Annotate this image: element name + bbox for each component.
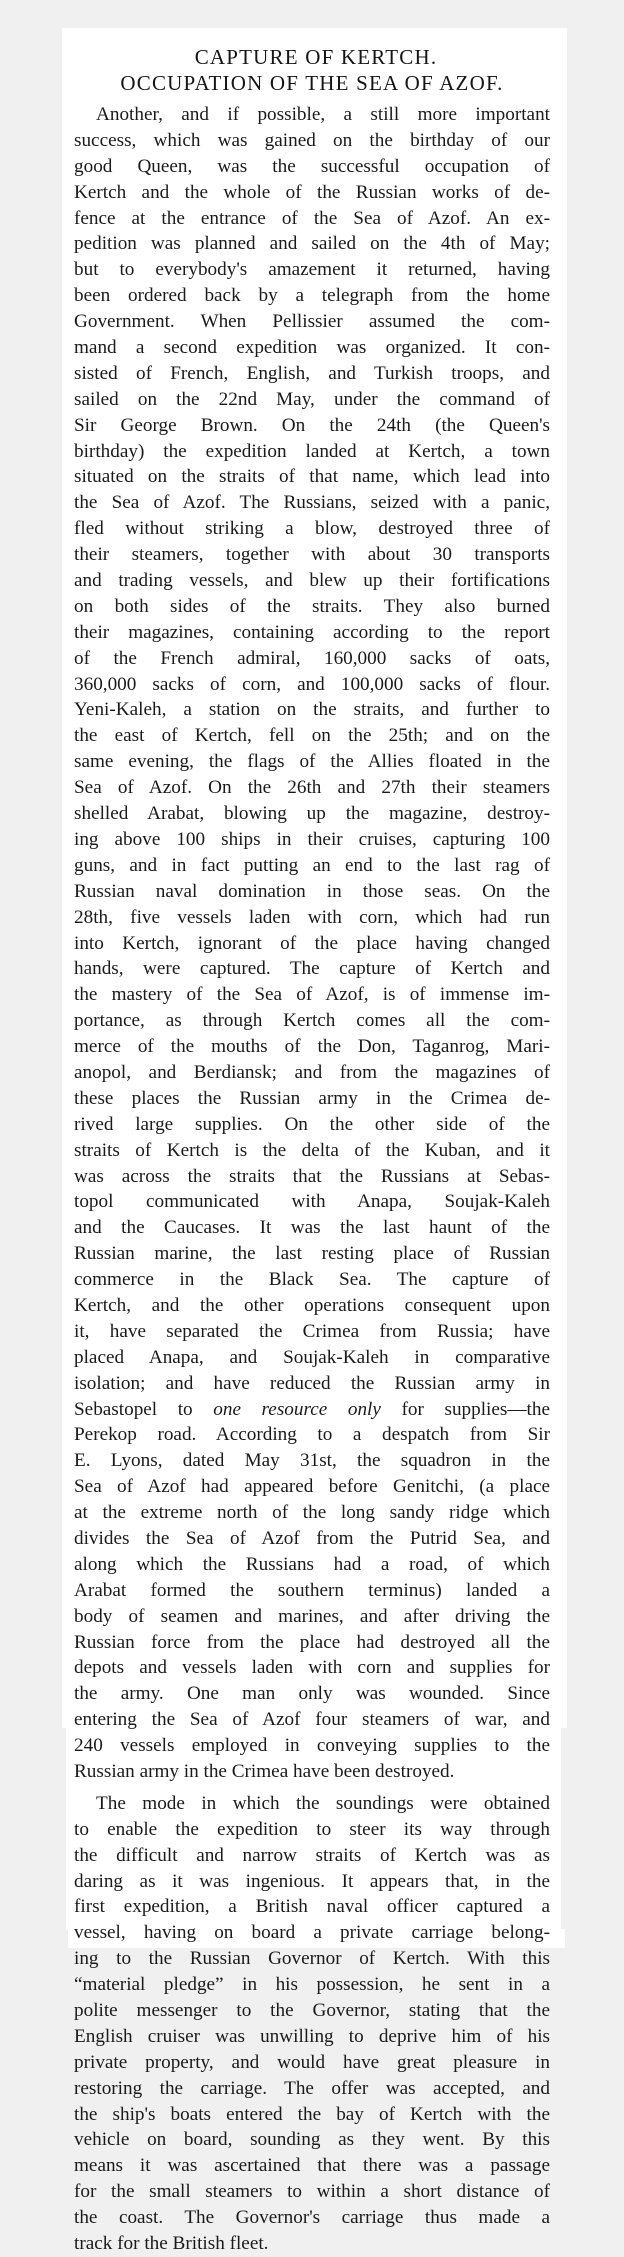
text-line: the army. One man only was wounded. Since (74, 1683, 550, 1705)
text-line: same evening, the flags of the Allies floated in the (74, 751, 550, 773)
paragraph-2 (74, 1791, 550, 2257)
text-line: Sea of Azof. On the 26th and 27th their steamers (74, 777, 550, 799)
text-line: and trading vessels, and blew up their fortifications (74, 570, 550, 592)
text-line: for the small steamers to within a short distance of (74, 2181, 550, 2203)
text-line: placed Anapa, and Soujak-Kaleh in comparative (74, 1346, 550, 1368)
text-line: depots and vessels laden with corn and supplies for (74, 1657, 550, 1679)
text-line: Russian naval domination in those seas. On the (74, 880, 550, 902)
text-line: into Kertch, ignorant of the place having changed (74, 932, 550, 954)
text-line: hands, were captured. The capture of Kertch and (74, 958, 550, 980)
text-line: it, have separated the Crimea from Russia; have (74, 1320, 550, 1342)
text-line: Government. When Pellissier assumed the com- (74, 311, 550, 333)
text-line: Russian marine, the last resting place of Russian (74, 1243, 550, 1265)
text-line: sisted of French, English, and Turkish troops, and (74, 362, 550, 384)
text-line: Russian force from the place had destroyed all the (74, 1631, 550, 1653)
text-line: at the extreme north of the long sandy ridge which (74, 1502, 550, 1524)
text-line: the difficult and narrow straits of Kertch was as (74, 1844, 550, 1866)
text-line: English cruiser was unwilling to deprive him of his (74, 2025, 550, 2047)
text-line: Kertch, and the other operations consequent upon (74, 1294, 550, 1316)
text-line: these places the Russian army in the Crimea de- (74, 1087, 550, 1109)
text-line: to enable the expedition to steer its way through (74, 1818, 550, 1840)
text-line: but to everybody's amazement it returned, having (74, 259, 550, 281)
text-line: been ordered back by a telegraph from the home (74, 285, 550, 307)
text-line: their magazines, containing according to the report (74, 621, 550, 643)
text-line: polite messenger to the Governor, stating that the (74, 2000, 550, 2022)
text-line: isolation; and have reduced the Russian army in (74, 1372, 550, 1394)
paragraph-1 (74, 102, 550, 1785)
text-line: guns, and in fact putting an end to the last rag of (74, 854, 550, 876)
text-line: Sebastopel to one resource only for supplies—the (74, 1398, 550, 1420)
text-line: entering the Sea of Azof four steamers of war, and (74, 1709, 550, 1731)
text-line: vessel, having on board a private carriage belong- (74, 1922, 550, 1944)
text-line: the east of Kertch, fell on the 25th; and on the (74, 725, 550, 747)
text-line: daring as it was ingenious. It appears that, in the (74, 1870, 550, 1892)
text-line: divides the Sea of Azof from the Putrid Sea, and (74, 1527, 550, 1549)
text-line: the ship's boats entered the bay of Kertch with the (74, 2103, 550, 2125)
text-line: rived large supplies. On the other side of the (74, 1113, 550, 1135)
text-line: ing to the Russian Governor of Kertch. With this (74, 1948, 550, 1970)
text-line: the coast. The Governor's carriage thus made a (74, 2207, 550, 2229)
text-line: birthday) the expedition landed at Kertch, a town (74, 440, 550, 462)
text-line: E. Lyons, dated May 31st, the squadron in the (74, 1450, 550, 1472)
text-line: ing above 100 ships in their cruises, capturing 100 (74, 828, 550, 850)
text-line: was across the straits that the Russians at Sebas- (74, 1165, 550, 1187)
text-line: sailed on the 22nd May, under the command of (74, 388, 550, 410)
article-body (74, 102, 550, 2257)
text-line: Another, and if possible, a still more important (96, 104, 550, 125)
text-line: The mode in which the soundings were obtained (96, 1792, 550, 1814)
text-line: Perekop road. According to a despatch from Sir (74, 1424, 550, 1446)
text-line: Sir George Brown. On the 24th (the Queen's (74, 414, 550, 436)
text-line: situated on the straits of that name, which lead into (74, 466, 550, 488)
text-line: shelled Arabat, blowing up the magazine, destroy- (74, 803, 550, 825)
text-line: Russian army in the Crimea have been destroyed. (74, 1761, 455, 1782)
text-line: “material pledge” in his possession, he sent in a (74, 1974, 550, 1996)
text-line: success, which was gained on the birthday of our (74, 129, 550, 151)
text-line: Kertch and the whole of the Russian works of de- (74, 181, 550, 203)
text-line: on both sides of the straits. They also burned (74, 595, 550, 617)
text-line: fence at the entrance of the Sea of Azof. An ex- (74, 207, 550, 229)
text-line: Sea of Azof had appeared before Genitchi, (a place (74, 1476, 550, 1498)
text-line: fled without striking a blow, destroyed three of (74, 518, 550, 540)
text-line: Yeni-Kaleh, a station on the straits, and further to (74, 699, 550, 721)
text-line: the mastery of the Sea of Azof, is of immense im- (74, 984, 550, 1006)
text-line: private property, and would have great pleasure in (74, 2051, 550, 2073)
text-line: 240 vessels employed in conveying supplies to the (74, 1735, 550, 1757)
text-line: mand a second expedition was organized. It con- (74, 337, 550, 359)
text-line: portance, as through Kertch comes all the com- (74, 1010, 550, 1032)
text-line: vehicle on board, sounding as they went. By this (74, 2129, 550, 2151)
text-line: 28th, five vessels laden with corn, which had run (74, 906, 550, 928)
italic-emphasis: one resource only (213, 1398, 381, 1420)
article (74, 44, 550, 2257)
text-line: pedition was planned and sailed on the 4th of May; (74, 233, 550, 255)
text-line: good Queen, was the successful occupation of (74, 155, 550, 177)
text-line: anopol, and Berdiansk; and from the magazines of (74, 1061, 550, 1083)
text-line: along which the Russians had a road, of which (74, 1553, 550, 1575)
article-subtitle: OCCUPATION OF THE SEA OF AZOF. (120, 71, 504, 95)
text-line: Arabat formed the southern terminus) landed a (74, 1579, 550, 1601)
article-title: CAPTURE OF KERTCH. (194, 45, 438, 69)
text-line: of the French admiral, 160,000 sacks of oats, (74, 647, 550, 669)
text-line: merce of the mouths of the Don, Taganrog, Mari- (74, 1036, 550, 1058)
text-line: body of seamen and marines, and after driving the (74, 1605, 550, 1627)
text-line: restoring the carriage. The offer was accepted, and (74, 2077, 550, 2099)
text-line: the Sea of Azof. The Russians, seized with a panic, (74, 492, 550, 514)
text-line: 360,000 sacks of corn, and 100,000 sacks of flour. (74, 673, 550, 695)
text-line: track for the British fleet. (74, 2233, 269, 2255)
text-line: means it was ascertained that there was a passage (74, 2155, 550, 2177)
text-line: commerce in the Black Sea. The capture of (74, 1269, 550, 1291)
text-line: their steamers, together with about 30 transports (74, 544, 550, 566)
text-line: topol communicated with Anapa, Soujak-Kaleh (74, 1191, 550, 1213)
text-line: straits of Kertch is the delta of the Kuban, and it (74, 1139, 550, 1161)
text-line: first expedition, a British naval officer captured a (74, 1896, 550, 1918)
text-line: and the Caucases. It was the last haunt of the (74, 1217, 550, 1239)
